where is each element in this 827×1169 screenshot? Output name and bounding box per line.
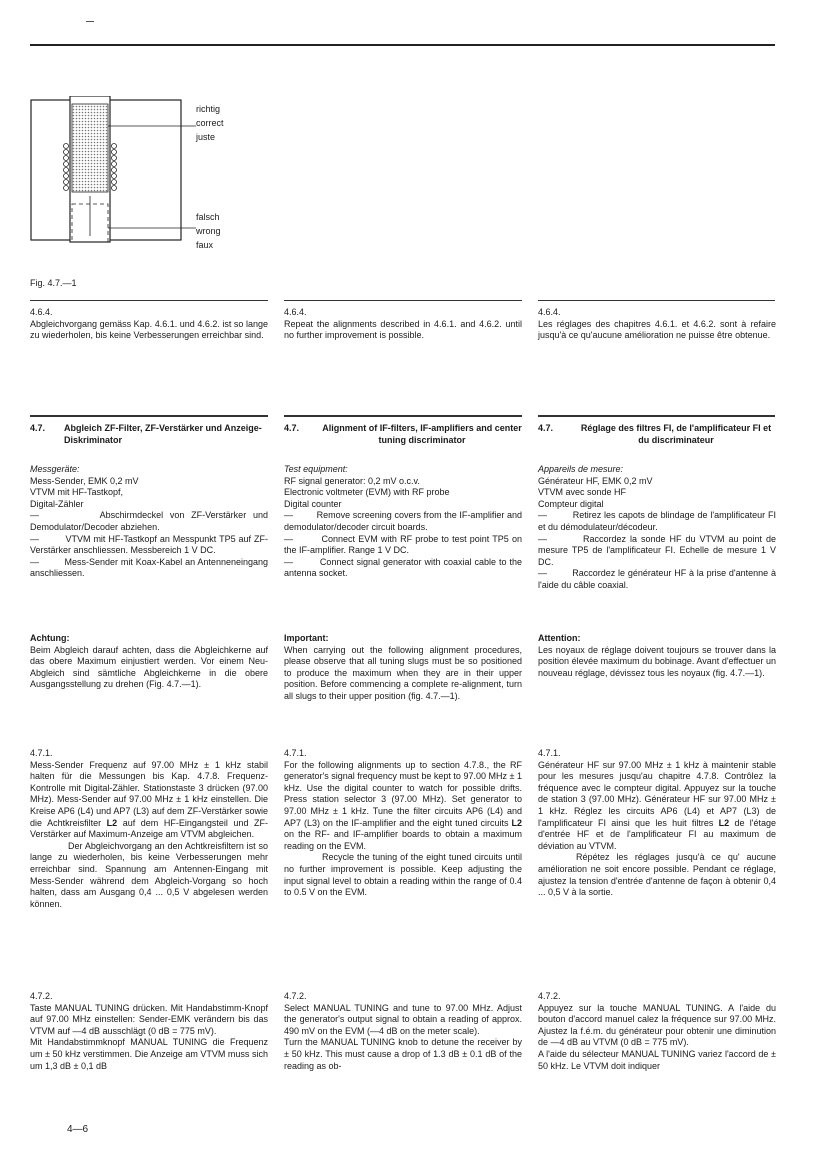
section-471-fr	[538, 748, 776, 899]
section-471-de	[30, 748, 268, 910]
section-47-fr	[538, 464, 776, 592]
paragraph: Repeat the alignments described in 4.6.1. and 4.6.2. until no further improvement is possible.	[284, 318, 522, 341]
section-47-en	[284, 464, 522, 580]
section-number: 4.7.	[30, 423, 46, 433]
step: — VTVM mit HF-Tastkopf an Messpunkt TP5 auf ZF-Verstärker anschliessen. Messbereich 1 V DC.	[30, 533, 268, 556]
equipment-item: Digital-Zähler	[30, 498, 84, 509]
paragraph	[538, 760, 776, 853]
equipment-item: Digital counter	[284, 498, 342, 509]
section-464-en	[284, 307, 522, 342]
label-correct-de: richtig	[196, 104, 221, 114]
paragraph: Abgleichvorgang gemäss Kap. 4.6.1. und 4.6.2. ist so lange zu wiederholen, bis keine Verbesserungen erreichbar sind.	[30, 318, 268, 341]
equipment-item: Mess-Sender, EMK 0,2 mV	[30, 475, 139, 486]
label-wrong-group	[196, 210, 221, 252]
figure-caption: Fig. 4.7.—1	[30, 278, 77, 288]
rule-464-fr	[538, 300, 775, 301]
note-text: When carrying out the following alignment procedures, please observe that all tuning slugs must be so positioned to produce the maximum when they are in their upper position. Before commencing a complete re-alignment, turn all slugs to their upper position (fig. 4.7.—1).	[284, 644, 522, 701]
section-number: 4.6.4.	[30, 307, 53, 317]
step: — Raccordez la sonde HF du VTVM au point de mesure TP5 de l'amplificateur FI. Echelle de mesure 1 V DC.	[538, 533, 776, 567]
paragraph: Der Abgleichvorgang an den Achtkreisfiltern ist so lange zu wiederholen, bis keine Verbesserungen mehr erreichbar sind. Spannung am Antennen-Eingang mit Mess-Sender während dem Abgleich-Vorgang so hoch halten, dass am Ausgang 0,4 ... 0,5 V abgelesen werden können.	[30, 840, 268, 909]
step: — Remove screening covers from the IF-amplifier and demodulator/decoder circuit boards.	[284, 510, 522, 532]
step: — Mess-Sender mit Koax-Kabel an Antenneneingang anschliessen.	[30, 556, 268, 579]
section-number: 4.7.2.	[30, 991, 53, 1001]
label-correct-en: correct	[196, 118, 224, 128]
paragraph: Appuyez sur la touche MANUAL TUNING. A l'aide du bouton d'accord manuel calez la fréquence sur 97.00 MHz. Ajustez la f.é.m. du générateur pour obtenir une diminution de —4 dB au VTVM (0 dB = 775 mV).	[538, 1002, 776, 1048]
paragraph: A l'aide du sélecteur MANUAL TUNING variez l'accord de ± 50 kHz. Le VTVM doit indiquer	[538, 1048, 776, 1071]
text: Mess-Sender Frequenz auf 97.00 MHz ± 1 kHz stabil halten für die Messungen bis Kap. 4.7.8. Frequenz-Kontrolle mit Digital-Zähler. Stationstaste 3 drücken (97.00 MHz). Mess-Sender auf 97.00 MHz ± 1 kHz einstellen. Die Kreise AP6 (L4) und AP7 (L3) auf dem ZF-Verstärker sowie die Achtkreisfilter	[30, 759, 268, 828]
coil-ref: L2	[718, 817, 730, 828]
figure-coil-slug	[30, 96, 290, 264]
section-472-de	[30, 991, 268, 1072]
paragraph: Les réglages des chapitres 4.6.1. et 4.6.2. sont à refaire jusqu'à ce qu'aucune amélioration ne puisse être obtenue.	[538, 318, 776, 341]
paragraph: Mit Handabstimmknopf MANUAL TUNING die Frequenz um ± 50 kHz verstimmen. Die Anzeige am VTVM muss sich um 1,3 dB ± 0,1 dB	[30, 1037, 268, 1071]
paragraph	[284, 760, 522, 853]
top-rule	[30, 44, 775, 46]
section-number: 4.7.	[284, 423, 300, 433]
coil-ref: L2	[106, 817, 118, 828]
step: — Abschirmdeckel von ZF-Verstärker und Demodulator/Decoder abziehen.	[30, 510, 268, 532]
step: — Connect signal generator with coaxial cable to the antenna socket.	[284, 556, 522, 579]
section-472-fr	[538, 991, 776, 1072]
equipment-heading: Messgeräte:	[30, 464, 80, 474]
section-47-title-de	[30, 423, 268, 447]
section-471-en	[284, 748, 522, 899]
paragraph: Turn the MANUAL TUNING knob to detune the receiver by ± 50 kHz. This must cause a drop of 1.3 dB ± 0.1 dB of the reading as ob-	[284, 1037, 522, 1071]
section-title: Réglage des filtres FI, de l'amplificateur FI et du discriminateur	[580, 423, 772, 445]
section-47-title-fr	[538, 423, 776, 447]
rule-464-de	[30, 300, 268, 301]
note-heading: Important:	[284, 633, 329, 643]
section-number: 4.7.1.	[30, 748, 53, 758]
note-heading: Attention:	[538, 633, 581, 643]
note-de	[30, 633, 268, 691]
section-464-de	[30, 307, 268, 342]
paragraph: Select MANUAL TUNING and tune to 97.00 MHz. Adjust the generator's output signal to obtain a reading of approx. 490 mV on the EVM (—4 dB on the meter scale).	[284, 1002, 522, 1036]
page-number: 4—6	[67, 1124, 89, 1135]
equipment-item: VTVM mit HF-Tastkopf,	[30, 487, 124, 498]
equipment-item: VTVM avec sonde HF	[538, 487, 627, 498]
paragraph	[30, 760, 268, 841]
note-heading: Achtung:	[30, 633, 70, 643]
section-472-en	[284, 991, 522, 1072]
paragraph: Recycle the tuning of the eight tuned circuits until no further improvement is possible. Keep adjusting the input signal level to obtain a reading within the range of 0.4 to 0.5 V on the EVM.	[284, 852, 522, 898]
paragraph: Taste MANUAL TUNING drücken. Mit Handabstimm-Knopf auf 97.00 MHz einstellen: Sender-EMK verändern bis das VTVM auf —4 dB ausschlägt (0 dB = 775 mV).	[30, 1002, 268, 1036]
rule-47-en	[284, 415, 522, 417]
equipment-item: Electronic voltmeter (EVM) with RF probe	[284, 487, 450, 498]
equipment-item: RF signal generator: 0,2 mV o.c.v.	[284, 475, 420, 486]
rule-47-fr	[538, 415, 775, 417]
equipment-heading: Test equipment:	[284, 464, 348, 474]
section-number: 4.7.1.	[538, 748, 561, 758]
coil-ref: L2	[511, 817, 522, 828]
label-correct-fr: juste	[196, 132, 216, 142]
label-correct-group	[196, 102, 224, 144]
note-text: Les noyaux de réglage doivent toujours se trouver dans la position élevée maximum du bobinage. Avant d'effectuer un nouveau réglage, dévissez tous les noyaux (fig. 4.7.—1).	[538, 644, 776, 678]
text: de l'étage d'entrée HF et de l'amplificateur FI au maximum de déviation au VTVM.	[538, 817, 776, 851]
text: For the following alignments up to section 4.7.8., the RF generator's signal frequency must be kept to 97.00 MHz ± 1 kHz. Use the digital counter to watch for possible drifts. Press station selector 3 (97.00 MHz). Set generator to 97.00 MHz ± 1 kHz. Tune the filter circuits AP6 (L4) and AP7 (L3) on the IF-amplifier and the eight tuned circuits	[284, 759, 522, 828]
section-number: 4.7.1.	[284, 748, 307, 758]
section-number: 4.7.	[538, 423, 554, 433]
step: — Connect EVM with RF probe to test point TP5 on the IF-amplifier. Range 1 V DC.	[284, 533, 522, 556]
label-wrong-fr: faux	[196, 240, 214, 250]
equipment-item: Générateur HF, EMK 0,2 mV	[538, 475, 653, 486]
note-text: Beim Abgleich darauf achten, dass die Abgleichkerne auf das obere Maximum einjustiert werden. Vor einem Neu-Abgleich sind sämtliche Abgleichkerne in die obere Ausgangsstellung zu drehen (Fig. 4.7.—1).	[30, 644, 268, 690]
section-47-de	[30, 464, 268, 580]
rule-47-de	[30, 415, 268, 417]
step: — Raccordez le générateur HF à la prise d'antenne à l'aide du câble coaxial.	[538, 568, 776, 590]
label-wrong-en: wrong	[196, 226, 221, 236]
label-wrong-de: falsch	[196, 212, 220, 222]
coil-diagram	[30, 96, 290, 264]
equipment-heading: Appareils de mesure:	[538, 464, 624, 474]
rule-464-en	[284, 300, 522, 301]
text: Générateur HF sur 97.00 MHz ± 1 kHz à maintenir stable pour les mesures jusqu'au chapitre 4.7.8. Contrôlez la fréquence avec le compteur digital. Appuyez sur la touche de station 3 (97.00 MHz). Générateur HF sur 97.00 MHz ± 1 kHz. Réglez les circuits AP6 (L4) et AP7 (L3) de l'amplificateur FI ainsi que les huit filtres	[538, 759, 776, 828]
note-fr	[538, 633, 776, 679]
text: on the RF- and IF-amplifier boards to obtain a maximum reading on the EVM.	[284, 829, 522, 851]
section-number: 4.6.4.	[284, 307, 307, 317]
paragraph: Répétez les réglages jusqu'à ce qu' aucune amélioration ne soit encore possible. Pendant ce réglage, ajustez la tension d'entrée d'antenne de façon à obtenir 0,4 ... 0,5 V à la sortie.	[538, 852, 776, 898]
header-mark	[86, 21, 94, 22]
section-number: 4.6.4.	[538, 307, 561, 317]
section-title: Abgleich ZF-Filter, ZF-Verstärker und Anzeige-Diskriminator	[64, 423, 262, 445]
equipment-item: Compteur digital	[538, 498, 604, 509]
step: — Retirez les capots de blindage de l'amplificateur FI et du démodulateur/décodeur.	[538, 510, 776, 532]
text: auf dem HF-Eingangsteil und ZF-Verstärker auf Maximum-Anzeige am VTVM abgleichen.	[30, 817, 268, 840]
section-464-fr	[538, 307, 776, 342]
section-number: 4.7.2.	[538, 991, 561, 1001]
note-en	[284, 633, 522, 703]
section-47-title-en	[284, 423, 522, 447]
section-title: Alignment of IF-filters, IF-amplifiers and center tuning discriminator	[322, 423, 522, 445]
section-number: 4.7.2.	[284, 991, 307, 1001]
